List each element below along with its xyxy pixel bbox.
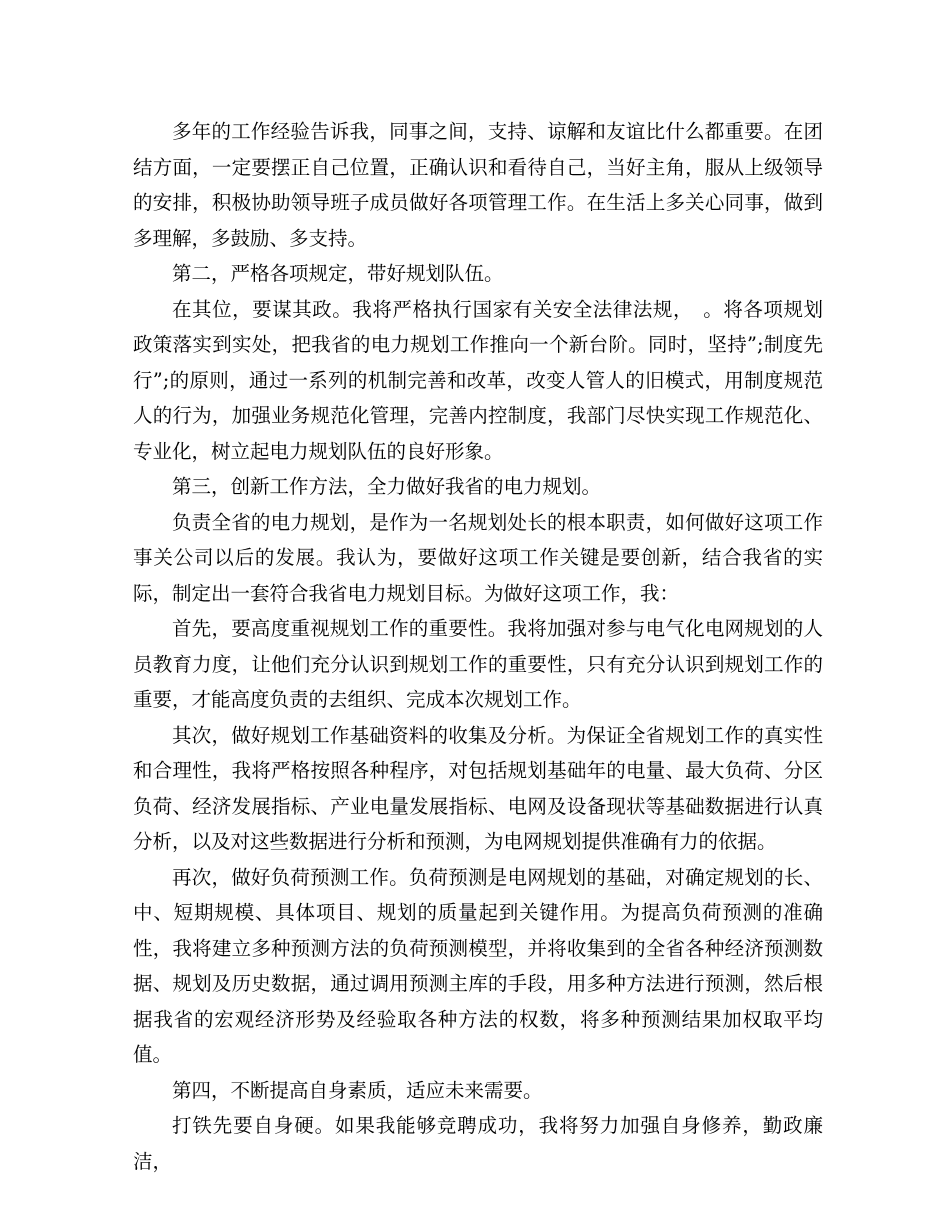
paragraph-second-step: 其次，做好规划工作基础资料的收集及分析。为保证全省规划工作的真实性和合理性，我将严格按照各种程序，对包括规划基础年的电量、最大负荷、分区负荷、经济发展指标、产业电量发展指标、电网及设备现状等基础数据进行认真分析，以及对这些数据进行分析和预测，为电网规划提供准确有力的依据。 — [133, 723, 823, 853]
paragraph-third-step: 再次，做好负荷预测工作。负荷预测是电网规划的基础，对确定规划的长、中、短期规模、具体项目、规划的质量起到关键作用。为提高负荷预测的准确性，我将建立多种预测方法的负荷预测模型，并将收集到的全省各种经济预测数据、规划及历史数据，通过调用预测主库的手段，用多种方法进行预测，然后根据我省的宏观经济形势及经验取各种方法的权数，将多种预测结果加权取平均值。 — [133, 865, 823, 1066]
heading-second-point: 第二，严格各项规定，带好规划队伍。 — [172, 262, 504, 285]
paragraph-teamwork: 多年的工作经验告诉我，同事之间，支持、谅解和友谊比什么都重要。在团结方面，一定要摆正自己位置，正确认识和看待自己，当好主角，服从上级领导的安排，积极协助领导班子成员做好各项管理工作。在生活上多关心同事，做到多理解，多鼓励、多支持。 — [133, 120, 823, 250]
paragraph-self-improvement: 打铁先要自身硬。如果我能够竞聘成功，我将努力加强自身修养，勤政廉洁， — [133, 1114, 823, 1173]
document-body — [133, 114, 823, 1179]
paragraph-first-step: 首先，要高度重视规划工作的重要性。我将加强对参与电气化电网规划的人员教育力度，让他们充分认识到规划工作的重要性，只有充分认识到规划工作的重要，才能高度负责的去组织、完成本次规划工作。 — [133, 617, 823, 711]
heading-third-point: 第三，创新工作方法，全力做好我省的电力规划。 — [172, 475, 602, 498]
paragraph-regulations: 在其位，要谋其政。我将严格执行国家有关安全法律法规， 。将各项规划政策落实到实处，把我省的电力规划工作推向一个新台阶。同时，坚持”;制度先行”;的原则，通过一系列的机制完善和改革，改变人管人的旧模式，用制度规范人的行为，加强业务规范化管理，完善内控制度，我部门尽快实现工作规范化、专业化，树立起电力规划队伍的良好形象。 — [133, 297, 823, 463]
heading-fourth-point: 第四，不断提高自身素质，适应未来需要。 — [172, 1078, 543, 1102]
paragraph-responsibility: 负责全省的电力规划，是作为一名规划处长的根本职责，如何做好这项工作事关公司以后的发展。我认为，要做好这项工作关键是要创新，结合我省的实际，制定出一套符合我省电力规划目标。为做好这项工作，我： — [133, 510, 823, 605]
